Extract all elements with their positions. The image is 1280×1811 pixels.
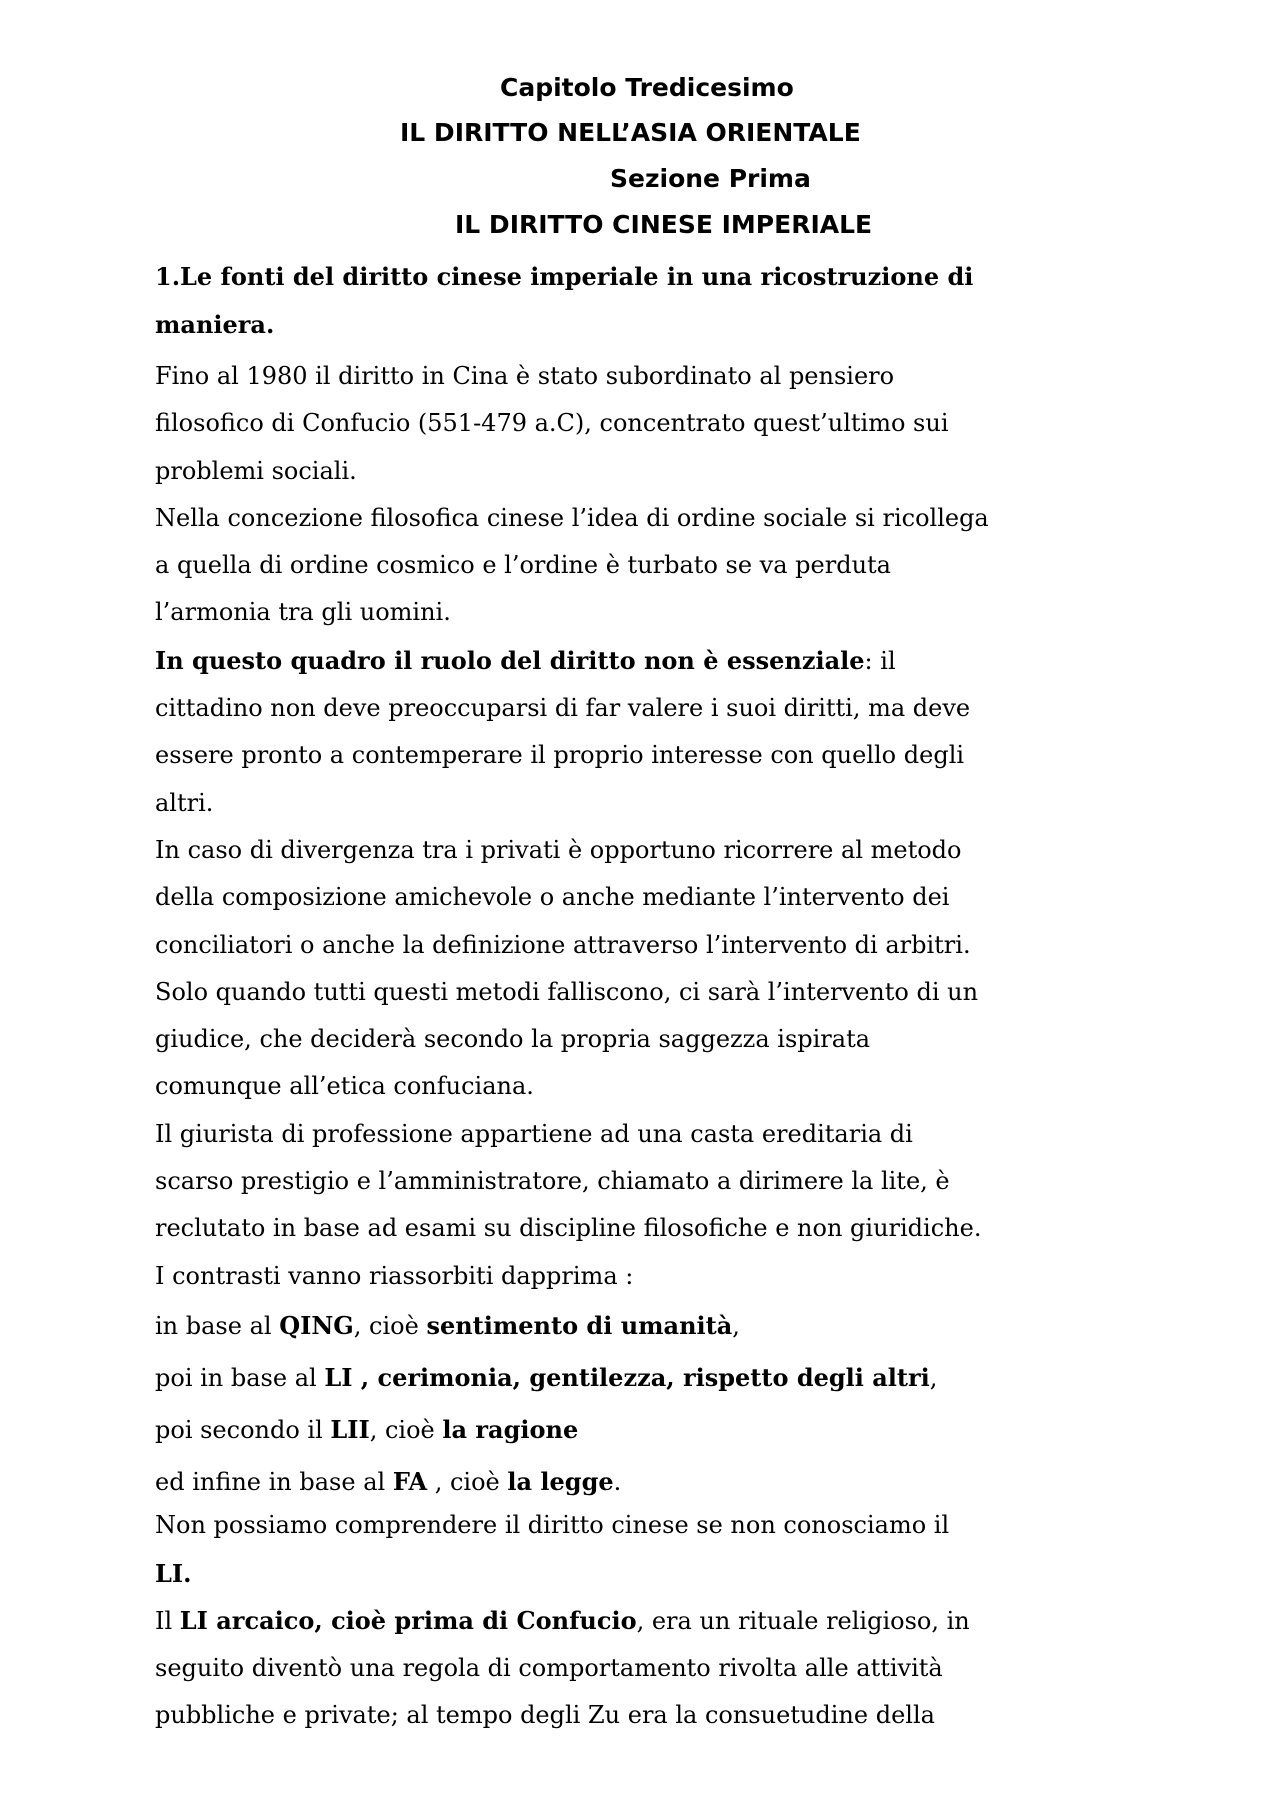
p5-line-3: reclutato in base ad esami su discipline filosofiche e non giuridiche. <box>155 1214 982 1243</box>
p7-line-2: seguito diventò una regola di comportamento rivolta alle attività <box>155 1653 943 1682</box>
p3-line-2: cittadino non deve preoccuparsi di far valere i suoi diritti, ma deve <box>155 694 971 723</box>
list-item-fa <box>155 1456 1055 1508</box>
p3-line-1-rest: : il <box>864 646 896 675</box>
list-item-li <box>155 1352 1055 1404</box>
p6-line-2: LI. <box>155 1558 192 1588</box>
p1-line-1: Fino al 1980 il diritto in Cina è stato subordinato al pensiero <box>155 362 895 390</box>
list-item-qing-conj: , cioè <box>353 1312 427 1340</box>
p1-line-2: filosofico di Confucio (551-479 a.C), concentrato quest’ultimo sui <box>155 409 949 438</box>
p3-line-4: altri. <box>155 788 214 817</box>
p4-line-5: giudice, che deciderà secondo la propria saggezza ispirata <box>155 1025 871 1054</box>
chapter-heading: Capitolo Tredicesimo <box>500 73 794 102</box>
p4-line-1: In caso di divergenza tra i privati è opportuno ricorrere al metodo <box>155 835 962 864</box>
p5-line-2: scarso prestigio e l’amministratore, chiamato a dirimere la lite, è <box>155 1167 950 1196</box>
p7-line-3: pubbliche e private; al tempo degli Zu era la consuetudine della <box>155 1701 935 1730</box>
p4-line-4: Solo quando tutti questi metodi falliscono, ci sarà l’intervento di un <box>155 977 979 1006</box>
closing-text <box>155 1502 1055 1740</box>
p7-line-1 <box>155 1597 1055 1645</box>
section-heading: Sezione Prima <box>610 164 811 193</box>
p4-line-6: comunque all’etica confuciana. <box>155 1072 534 1101</box>
term-qing-meaning: sentimento di umanità <box>426 1311 733 1340</box>
document-title: IL DIRITTO NELL’ASIA ORIENTALE <box>400 118 861 147</box>
term-lii-meaning: la ragione <box>442 1415 579 1444</box>
principles-list <box>155 1300 1055 1508</box>
list-item-fa-end: . <box>613 1468 622 1496</box>
list-item-qing <box>155 1300 1055 1352</box>
section-1-heading-line-2: maniera. <box>155 309 275 339</box>
list-item-fa-prefix: ed infine in base al <box>155 1468 393 1496</box>
section-1-heading-line-1: 1.Le fonti del diritto cinese imperiale in una ricostruzione di <box>155 262 974 291</box>
p2-line-3: l’armonia tra gli uomini. <box>155 598 451 627</box>
p3-line-1 <box>155 637 1055 685</box>
p7-line-1-prefix: Il <box>155 1607 180 1636</box>
section-subtitle: IL DIRITTO CINESE IMPERIALE <box>455 210 873 239</box>
p7-line-1-rest: , era un rituale religioso, in <box>636 1607 970 1636</box>
p2-line-1: Nella concezione filosofica cinese l’idea di ordine sociale si ricollega <box>155 503 989 532</box>
term-fa: FA <box>392 1467 428 1496</box>
list-item-li-end: , <box>929 1364 938 1392</box>
p1-line-3: problemi sociali. <box>155 456 357 485</box>
list-item-qing-end: , <box>732 1312 740 1340</box>
p4-line-3: conciliatori o anche la definizione attraverso l’intervento di arbitri. <box>155 930 971 959</box>
list-item-lii-prefix: poi secondo il <box>155 1416 331 1444</box>
section-1-heading <box>155 253 1055 348</box>
term-lii: LII <box>330 1415 370 1444</box>
p2-line-2: a quella di ordine cosmico e l’ordine è turbato se va perduta <box>155 551 891 580</box>
term-li: LI , cerimonia, gentilezza, rispetto degli altri <box>324 1363 930 1392</box>
list-item-lii <box>155 1404 1055 1456</box>
term-fa-meaning: la legge <box>507 1467 614 1496</box>
p6-line-1: Non possiamo comprendere il diritto cinese se non conosciamo il <box>155 1511 950 1539</box>
p5-line-4: I contrasti vanno riassorbiti dapprima : <box>155 1261 634 1290</box>
p5-line-1: Il giurista di professione appartiene ad una casta ereditaria di <box>155 1119 913 1148</box>
body-text <box>155 353 1055 1300</box>
p7-bold-phrase: LI arcaico, cioè prima di Confucio <box>179 1606 637 1636</box>
p3-bold-phrase: In questo quadro il ruolo del diritto non è essenziale <box>155 645 865 675</box>
list-item-lii-conj: , cioè <box>369 1416 443 1444</box>
list-item-qing-prefix: in base al <box>155 1312 280 1340</box>
p4-line-2: della composizione amichevole o anche mediante l’intervento dei <box>155 883 950 912</box>
list-item-li-prefix: poi in base al <box>155 1364 325 1392</box>
list-item-fa-conj: , cioè <box>427 1468 508 1496</box>
p3-line-3: essere pronto a contemperare il proprio interesse con quello degli <box>155 741 965 770</box>
term-qing: QING <box>279 1311 354 1340</box>
